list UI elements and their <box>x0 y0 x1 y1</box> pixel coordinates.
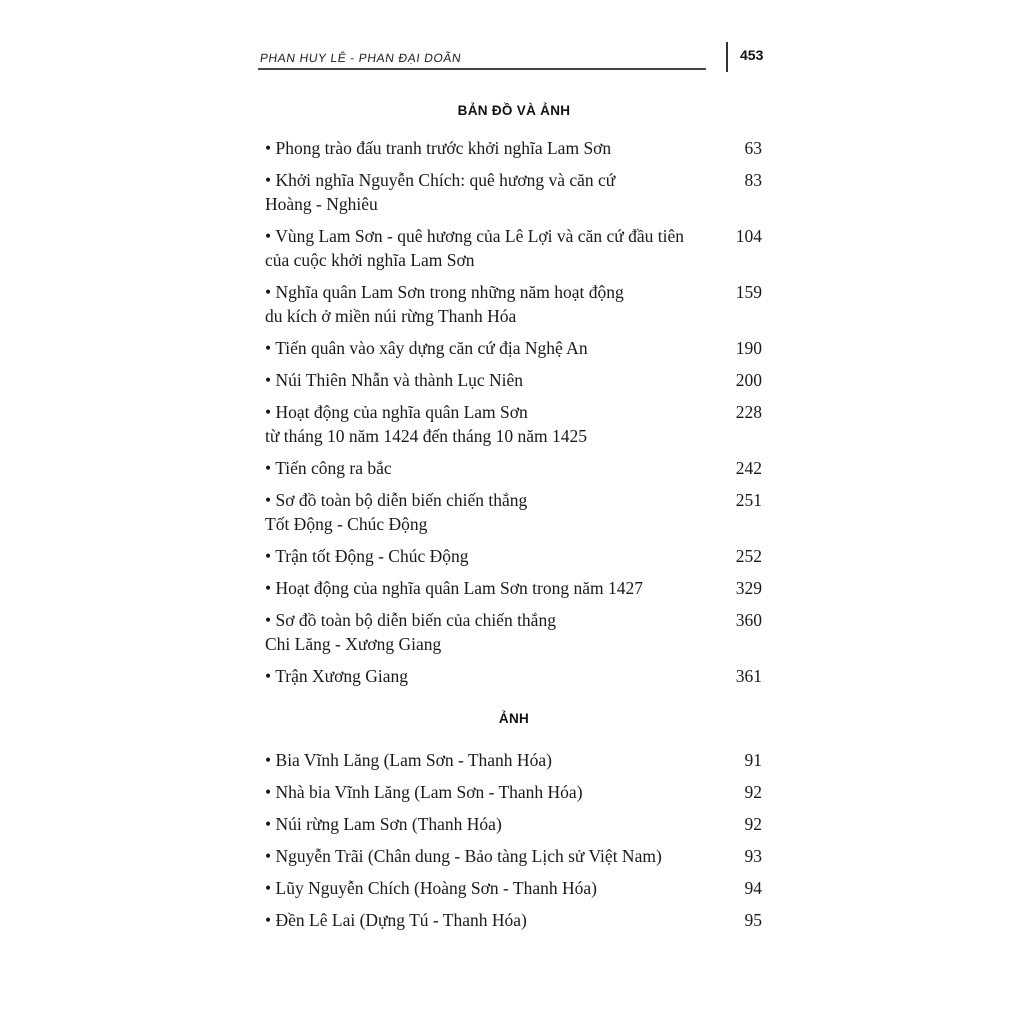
entry-text: Hoạt động của nghĩa quân Lam Sơn trong năm 1427 <box>275 578 643 598</box>
entry-title <box>265 336 705 360</box>
entry-title <box>265 748 705 772</box>
entry-text: Đền Lê Lai (Dựng Tú - Thanh Hóa) <box>275 910 527 930</box>
list-item <box>265 664 762 688</box>
bullet-icon: • <box>265 226 272 246</box>
entry-page-number: 95 <box>744 910 762 930</box>
bullet-icon: • <box>265 138 272 158</box>
photos-list <box>265 748 762 940</box>
entry-page-number: 92 <box>744 814 762 834</box>
entry-text: Hoạt động của nghĩa quân Lam Sơn từ tháng 10 năm 1424 đến tháng 10 năm 1425 <box>265 402 588 446</box>
list-item <box>265 168 762 216</box>
entry-text: Tiến công ra bắc <box>275 458 392 478</box>
list-item <box>265 456 762 480</box>
bullet-icon: • <box>265 370 272 390</box>
header-authors: PHAN HUY LÊ - PHAN ĐẠI DOÃN <box>259 51 463 65</box>
entry-page-number: 159 <box>735 282 762 302</box>
entry-title <box>265 368 705 392</box>
list-item <box>265 544 762 568</box>
entry-page-number: 63 <box>744 138 762 158</box>
entry-page-number: 200 <box>735 370 762 390</box>
entry-text: Tiến quân vào xây dựng căn cứ địa Nghệ An <box>275 338 588 358</box>
entry-title <box>265 488 705 536</box>
entry-text: Khởi nghĩa Nguyễn Chích: quê hương và căn cứ Hoàng - Nghiêu <box>265 170 616 214</box>
entry-page-number: 190 <box>735 338 762 358</box>
entry-page-number: 83 <box>744 170 762 190</box>
list-item <box>265 400 762 448</box>
entry-title <box>265 224 705 272</box>
entry-title <box>265 280 705 328</box>
entry-text: Nguyễn Trãi (Chân dung - Bảo tàng Lịch sử Việt Nam) <box>275 846 662 866</box>
entry-page-number: 94 <box>744 878 762 898</box>
entry-text: Trận Xương Giang <box>275 666 409 686</box>
entry-text: Vùng Lam Sơn - quê hương của Lê Lợi và căn cứ đầu tiên của cuộc khởi nghĩa Lam Sơn <box>265 226 684 270</box>
entry-title <box>265 664 705 688</box>
entry-text: Núi rừng Lam Sơn (Thanh Hóa) <box>275 814 502 834</box>
entry-text: Lũy Nguyễn Chích (Hoàng Sơn - Thanh Hóa) <box>275 878 597 898</box>
entry-title <box>265 812 705 836</box>
list-item <box>265 224 762 272</box>
entry-page-number: 361 <box>735 666 762 686</box>
entry-page-number: 93 <box>744 846 762 866</box>
bullet-icon: • <box>265 666 272 686</box>
entry-text: Nghĩa quân Lam Sơn trong những năm hoạt động du kích ở miền núi rừng Thanh Hóa <box>265 282 624 326</box>
bullet-icon: • <box>265 282 272 302</box>
entry-text: Trận tốt Động - Chúc Động <box>275 546 469 566</box>
list-item <box>265 368 762 392</box>
entry-text: Sơ đồ toàn bộ diễn biến của chiến thắng Chi Lăng - Xương Giang <box>265 610 556 654</box>
header-rule <box>258 68 706 70</box>
list-item <box>265 780 762 804</box>
entry-page-number: 251 <box>735 490 762 510</box>
entry-page-number: 242 <box>735 458 762 478</box>
entry-page-number: 91 <box>744 750 762 770</box>
list-item <box>265 136 762 160</box>
list-item <box>265 488 762 536</box>
entry-text: Phong trào đấu tranh trước khởi nghĩa Lam Sơn <box>275 138 612 158</box>
entry-title <box>265 608 705 656</box>
list-item <box>265 844 762 868</box>
list-item <box>265 336 762 360</box>
entry-page-number: 104 <box>735 226 762 246</box>
entry-page-number: 360 <box>735 610 762 630</box>
list-item <box>265 812 762 836</box>
list-item <box>265 748 762 772</box>
entry-title <box>265 780 705 804</box>
entry-title <box>265 576 705 600</box>
bullet-icon: • <box>265 782 272 802</box>
entry-page-number: 228 <box>735 402 762 422</box>
entry-page-number: 92 <box>744 782 762 802</box>
bullet-icon: • <box>265 338 272 358</box>
entry-page-number: 329 <box>735 578 762 598</box>
section-title-maps: BẢN ĐỒ VÀ ẢNH <box>457 103 571 118</box>
entry-text: Nhà bia Vĩnh Lăng (Lam Sơn - Thanh Hóa) <box>275 782 583 802</box>
bullet-icon: • <box>265 170 272 190</box>
header-divider <box>726 42 728 72</box>
list-item <box>265 908 762 932</box>
entry-title <box>265 456 705 480</box>
bullet-icon: • <box>265 578 272 598</box>
bullet-icon: • <box>265 546 272 566</box>
entry-text: Núi Thiên Nhẫn và thành Lục Niên <box>275 370 524 390</box>
section-title-photos: ẢNH <box>498 711 530 726</box>
bullet-icon: • <box>265 878 272 898</box>
entry-text: Bia Vĩnh Lăng (Lam Sơn - Thanh Hóa) <box>275 750 552 770</box>
entry-title <box>265 908 705 932</box>
running-header <box>258 46 770 76</box>
bullet-icon: • <box>265 846 272 866</box>
entry-title <box>265 876 705 900</box>
entry-title <box>265 136 705 160</box>
entry-title <box>265 400 705 448</box>
list-item <box>265 876 762 900</box>
bullet-icon: • <box>265 750 272 770</box>
entry-title <box>265 544 705 568</box>
bullet-icon: • <box>265 610 272 630</box>
entry-title <box>265 844 705 868</box>
entry-title <box>265 168 705 216</box>
bullet-icon: • <box>265 814 272 834</box>
bullet-icon: • <box>265 910 272 930</box>
list-item <box>265 608 762 656</box>
list-item <box>265 280 762 328</box>
bullet-icon: • <box>265 458 272 478</box>
entry-page-number: 252 <box>735 546 762 566</box>
bullet-icon: • <box>265 402 272 422</box>
bullet-icon: • <box>265 490 272 510</box>
page-number: 453 <box>740 47 764 63</box>
maps-list <box>265 136 762 696</box>
entry-text: Sơ đồ toàn bộ diễn biến chiến thắng Tốt Động - Chúc Động <box>265 490 528 534</box>
list-item <box>265 576 762 600</box>
